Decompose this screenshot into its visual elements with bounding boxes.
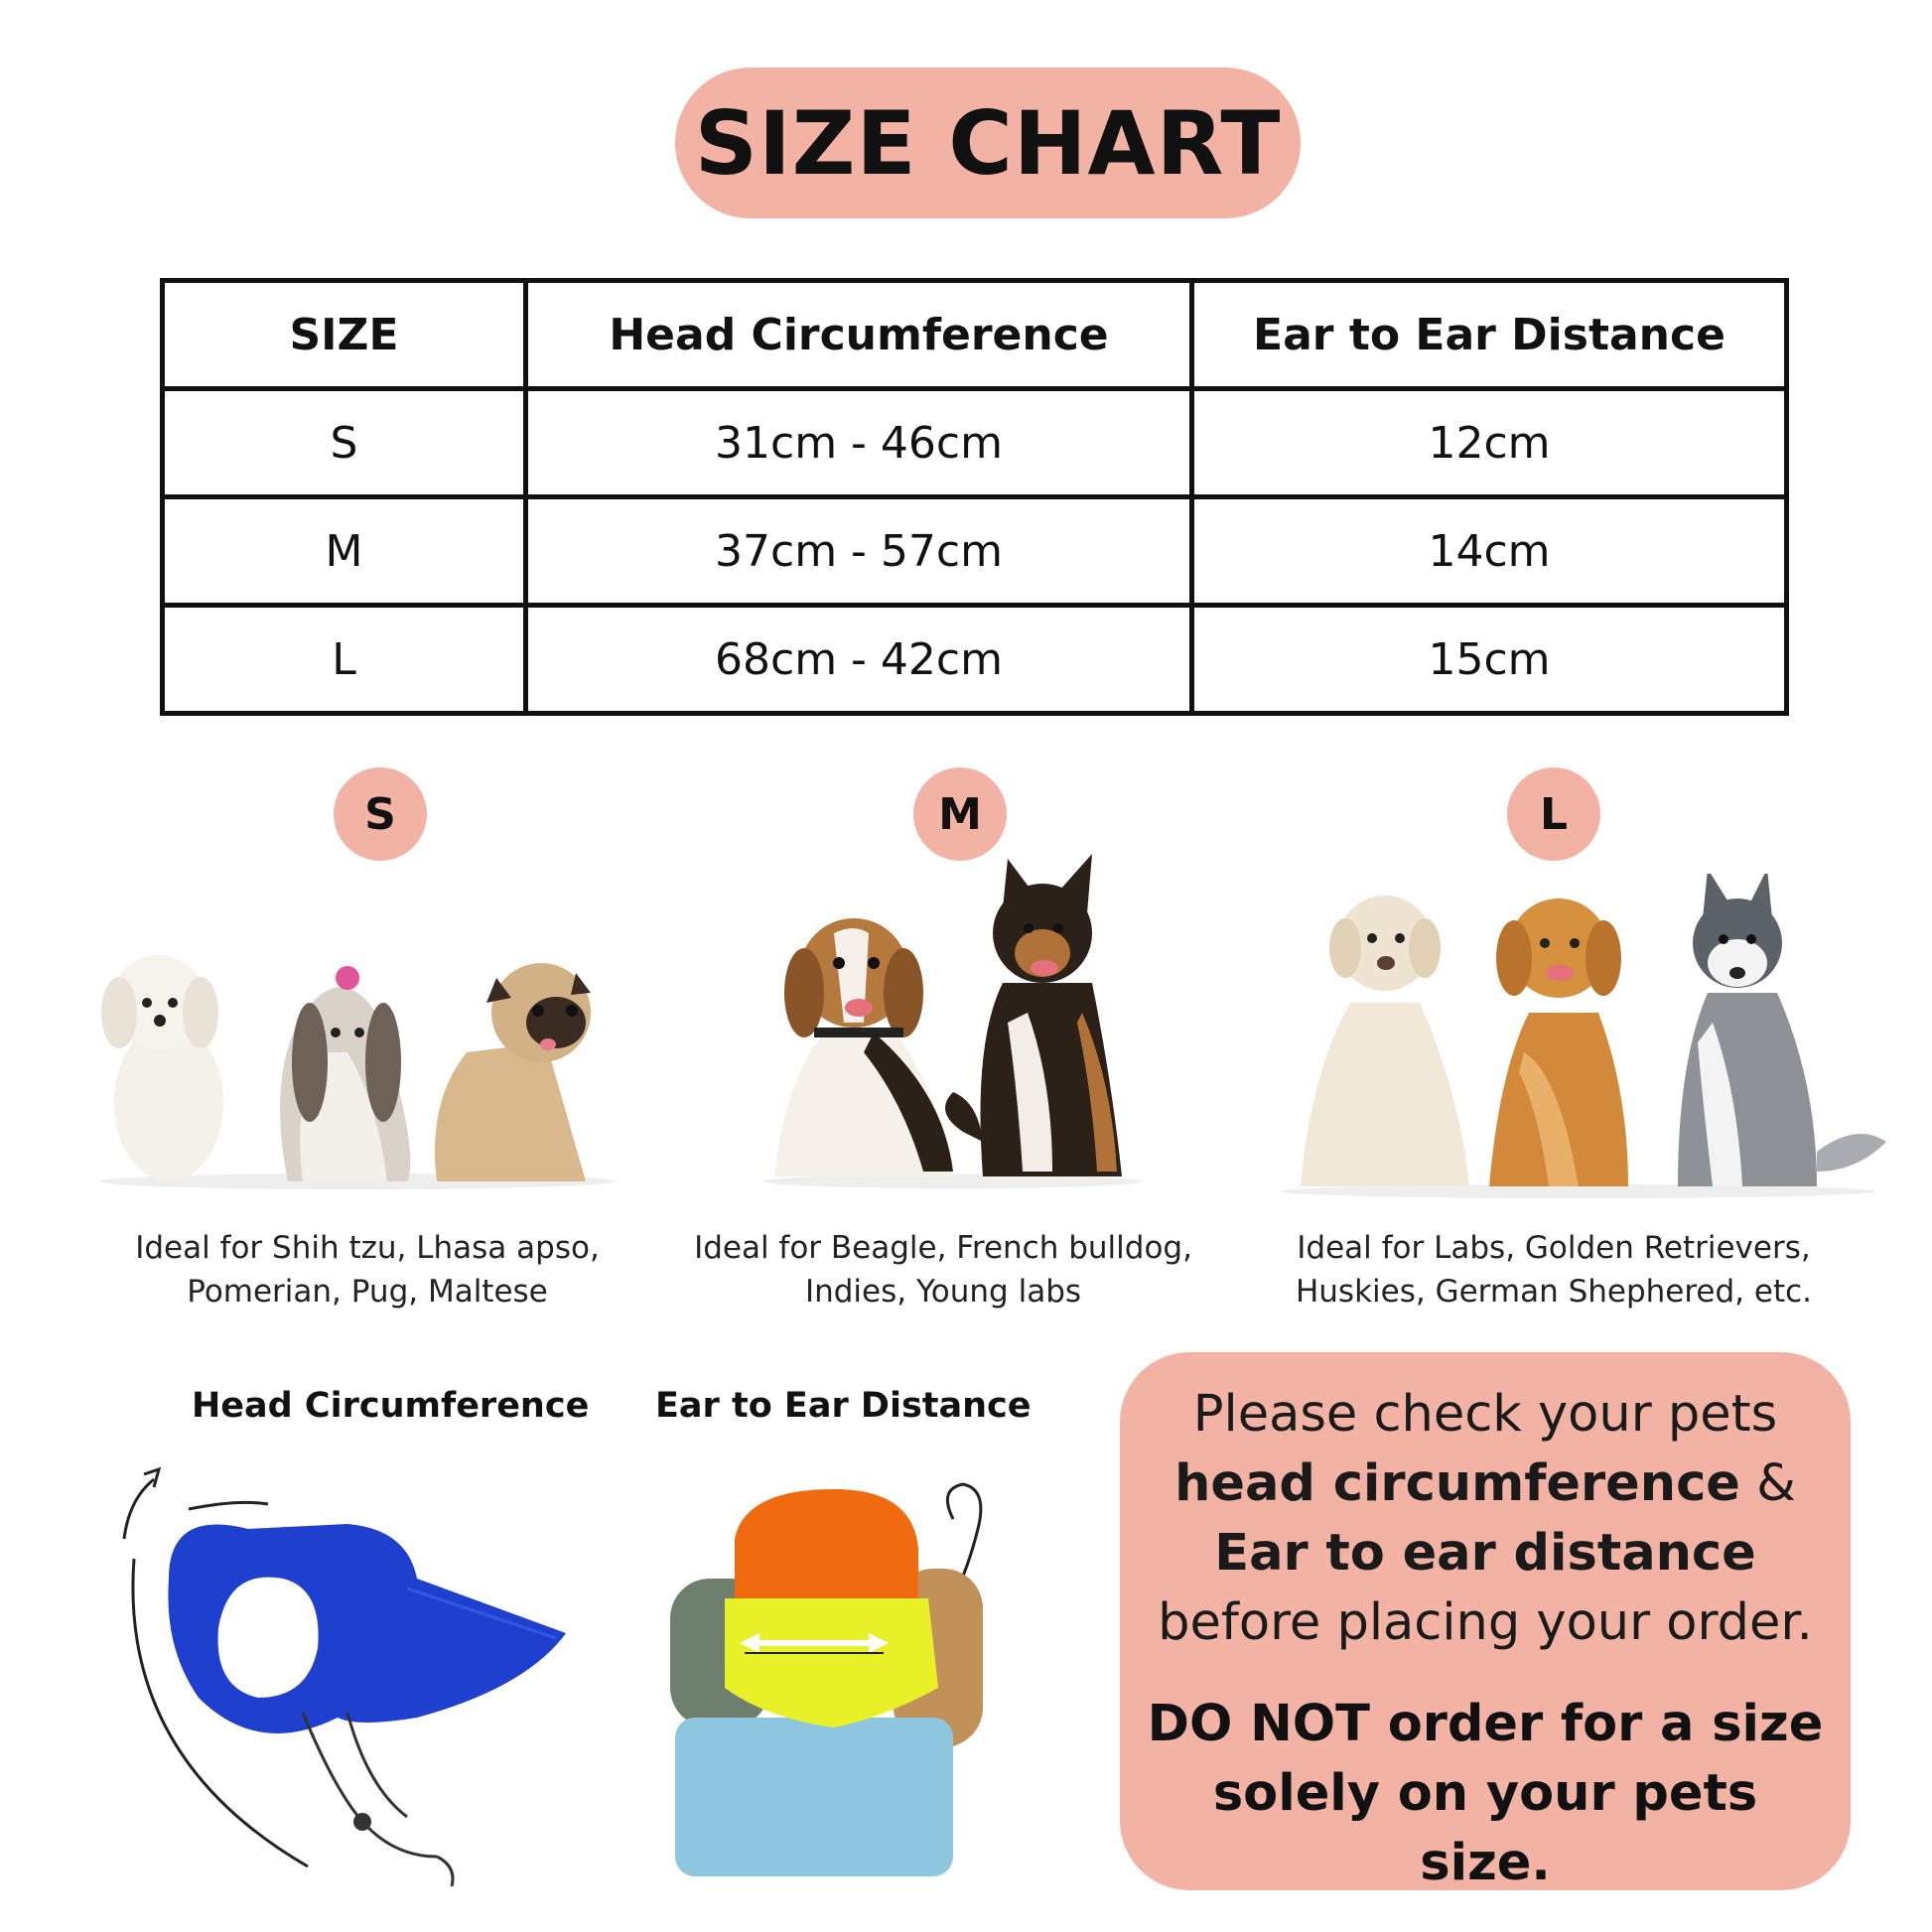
cell-size: L [163, 606, 526, 714]
cell-size: S [163, 389, 526, 497]
caption-small-line2: Pomerian, Pug, Maltese [187, 1274, 548, 1310]
blue-cap-diagram [109, 1430, 586, 1886]
cap-top-icon [735, 1489, 918, 1598]
cell-head: 37cm - 57cm [526, 497, 1192, 606]
header-ear-distance: Ear to Ear Distance [1192, 281, 1787, 389]
table-row [163, 606, 1787, 714]
beagle-dog-icon [774, 918, 953, 1176]
head-circumference-label: Head Circumference [192, 1386, 590, 1426]
shepherd-mix-dog-icon [945, 854, 1122, 1176]
cell-ear: 12cm [1192, 389, 1787, 497]
shih-tzu-dog-icon [280, 966, 410, 1181]
medium-dogs-illustration [755, 854, 1152, 1191]
caption-medium [685, 1226, 1201, 1313]
cell-ear: 14cm [1192, 497, 1787, 606]
caption-large-line2: Huskies, German Shephered, etc. [1295, 1274, 1813, 1310]
table-row [163, 389, 1787, 497]
page-title: SIZE CHART [694, 91, 1282, 195]
caption-small-line1: Ideal for Shih tzu, Lhasa apso, [135, 1230, 600, 1266]
header-size: SIZE [163, 281, 526, 389]
caption-small [119, 1226, 616, 1313]
cell-ear: 15cm [1192, 606, 1787, 714]
ear-distance-diagram [645, 1459, 1023, 1876]
pug-dog-icon [435, 963, 591, 1181]
caption-large-line1: Ideal for Labs, Golden Retrievers, [1297, 1230, 1811, 1266]
large-dogs-illustration [1261, 874, 1896, 1201]
labrador-dog-icon [1301, 896, 1469, 1186]
caption-large [1281, 1226, 1827, 1313]
notice-paragraph [1140, 1380, 1831, 1658]
maltese-dog-icon [101, 955, 223, 1181]
notice-amp: & [1739, 1454, 1796, 1513]
cell-head: 68cm - 42cm [526, 606, 1192, 714]
husky-dog-icon [1678, 874, 1886, 1186]
table-row [163, 497, 1787, 606]
notice-after: before placing your order. [1158, 1593, 1813, 1652]
size-badge-l: L [1507, 767, 1600, 861]
arrow-up-icon [124, 1479, 154, 1539]
size-badge-m: M [913, 767, 1007, 861]
cell-size: M [163, 497, 526, 606]
notice-warning: DO NOT order for a size solely on your pets size. [1147, 1695, 1824, 1892]
order-notice [1120, 1352, 1851, 1890]
caption-medium-line2: Indies, Young labs [804, 1274, 1082, 1310]
notice-bold-head: head circumference [1174, 1454, 1740, 1513]
small-dogs-illustration [89, 933, 625, 1191]
table-header-row [163, 281, 1787, 389]
size-table [160, 278, 1789, 716]
caption-medium-line1: Ideal for Beagle, French bulldog, [694, 1230, 1192, 1266]
title-pill [675, 68, 1301, 218]
header-head-circumference: Head Circumference [526, 281, 1192, 389]
notice-bold-ear: Ear to ear distance [1214, 1524, 1756, 1583]
cell-head: 31cm - 46cm [526, 389, 1192, 497]
golden-retriever-dog-icon [1489, 898, 1628, 1186]
notice-line1: Please check your pets [1192, 1385, 1778, 1444]
ear-distance-label: Ear to Ear Distance [655, 1386, 1032, 1426]
size-badge-s: S [334, 767, 427, 861]
